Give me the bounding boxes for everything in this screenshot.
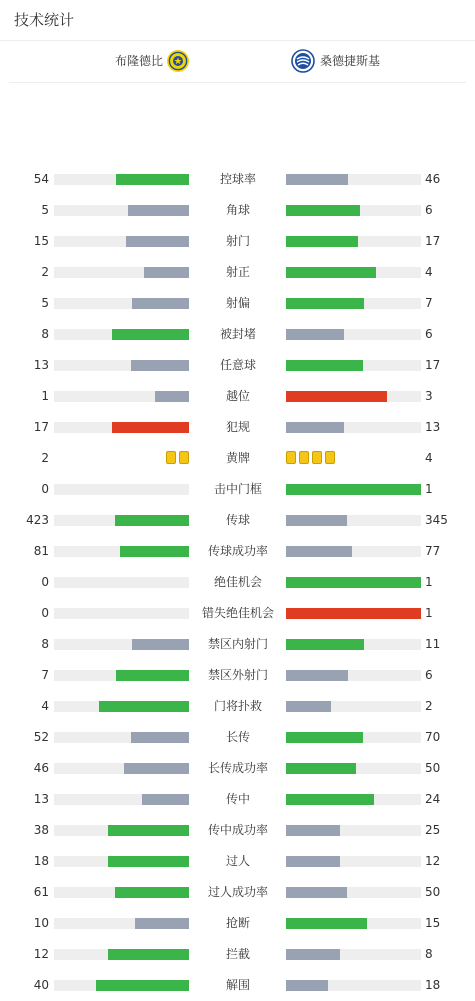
away-stat-value: 1	[425, 575, 433, 589]
stat-row	[0, 846, 475, 877]
away-stat-value: 7	[425, 296, 433, 310]
stat-row	[0, 908, 475, 939]
home-bar-track	[54, 360, 189, 371]
home-bar-track	[54, 763, 189, 774]
stat-label: 传球成功率	[207, 544, 268, 558]
away-bar-track	[286, 236, 421, 247]
away-bar-track	[286, 484, 421, 495]
home-stat-value: 423	[26, 513, 49, 527]
home-bar-fill	[115, 887, 189, 898]
home-stat-value: 10	[33, 916, 49, 930]
stat-row	[0, 412, 475, 443]
home-stat-value: 7	[41, 668, 49, 682]
stat-row	[0, 257, 475, 288]
away-stat-value: 6	[425, 668, 433, 682]
home-bar-track	[54, 174, 189, 185]
stat-label: 击中门框	[213, 482, 262, 496]
away-stat-value: 17	[425, 234, 441, 248]
home-stat-value: 52	[33, 730, 49, 744]
away-bar-fill	[286, 329, 344, 340]
home-team-name: 布隆德比	[114, 54, 163, 68]
teams-header	[9, 41, 466, 83]
home-bar-track	[54, 856, 189, 867]
yellow-card-icon	[299, 451, 309, 464]
stat-row	[0, 629, 475, 660]
yellow-card-icon	[312, 451, 322, 464]
stat-row	[0, 226, 475, 257]
home-bar-track	[54, 329, 189, 340]
home-bar-track	[54, 918, 189, 929]
away-bar-track	[286, 546, 421, 557]
home-bar-track	[54, 701, 189, 712]
home-bar-fill	[96, 980, 189, 991]
away-stat-value: 6	[425, 203, 433, 217]
away-bar-track	[286, 422, 421, 433]
home-bar-track	[54, 794, 189, 805]
sonderjyske-crest-icon	[291, 49, 315, 73]
stat-row	[0, 381, 475, 412]
away-bar-fill	[286, 360, 363, 371]
home-stat-value: 0	[41, 482, 49, 496]
stat-label: 错失绝佳机会	[201, 606, 274, 620]
stat-row	[0, 784, 475, 815]
away-stat-value: 2	[425, 699, 433, 713]
stat-label: 射门	[225, 234, 250, 248]
home-bar-fill	[120, 546, 189, 557]
home-stat-value: 2	[41, 265, 49, 279]
stat-row	[0, 474, 475, 505]
stat-label: 控球率	[219, 172, 256, 186]
away-bar-track	[286, 360, 421, 371]
away-bar-fill	[286, 856, 340, 867]
home-bar-fill	[132, 639, 189, 650]
away-bar-fill	[286, 267, 376, 278]
home-stat-value: 81	[33, 544, 49, 558]
home-bar-fill	[131, 732, 189, 743]
home-stat-value: 0	[41, 606, 49, 620]
away-bar-fill	[286, 980, 328, 991]
away-stat-value: 15	[425, 916, 441, 930]
away-bar-fill	[286, 422, 344, 433]
home-bar-fill	[108, 825, 189, 836]
stat-label: 过人	[225, 854, 250, 868]
stat-label: 过人成功率	[207, 885, 268, 899]
away-bar-track	[286, 701, 421, 712]
away-bar-track	[286, 670, 421, 681]
home-bar-fill	[124, 763, 189, 774]
away-bar-fill	[286, 887, 347, 898]
away-bar-track	[286, 577, 421, 588]
home-bar-fill	[155, 391, 189, 402]
stat-row	[0, 722, 475, 753]
away-stat-value: 50	[425, 885, 441, 899]
stat-row	[0, 536, 475, 567]
stat-label: 门将扑救	[213, 699, 262, 713]
home-stat-value: 1	[41, 389, 49, 403]
yellow-card-icon	[286, 451, 296, 464]
away-stat-value: 6	[425, 327, 433, 341]
away-stat-value: 17	[425, 358, 441, 372]
away-bar-track	[286, 515, 421, 526]
home-stat-value: 13	[33, 792, 49, 806]
yellow-card-icon	[179, 451, 189, 464]
home-bar-track	[54, 825, 189, 836]
home-stat-value: 54	[33, 172, 49, 186]
stat-row	[0, 567, 475, 598]
away-stat-value: 8	[425, 947, 433, 961]
stat-label: 犯规	[225, 420, 250, 434]
away-stat-value: 50	[425, 761, 441, 775]
yellow-card-icon	[325, 451, 335, 464]
away-team-name: 桑德捷斯基	[320, 54, 381, 68]
away-bar-fill	[286, 639, 364, 650]
home-bar-track	[54, 670, 189, 681]
stat-row	[0, 877, 475, 908]
stat-label: 任意球	[219, 358, 256, 372]
stat-label: 被封堵	[219, 327, 256, 341]
stat-label: 禁区内射门	[207, 637, 268, 651]
away-bar-fill	[286, 546, 352, 557]
home-stat-value: 8	[41, 637, 49, 651]
away-stat-value: 24	[425, 792, 441, 806]
away-bar-track	[286, 980, 421, 991]
away-stat-value: 11	[425, 637, 441, 651]
away-stat-value: 4	[425, 265, 433, 279]
away-bar-track	[286, 949, 421, 960]
home-bar-fill	[108, 856, 189, 867]
stat-row	[0, 660, 475, 691]
stat-label: 禁区外射门	[207, 668, 268, 682]
home-bar-track	[54, 980, 189, 991]
home-bar-track	[54, 422, 189, 433]
away-stat-value: 1	[425, 606, 433, 620]
page-title: 技术统计	[0, 0, 475, 41]
away-bar-track	[286, 391, 421, 402]
home-bar-fill	[126, 236, 189, 247]
home-bar-fill	[142, 794, 189, 805]
away-bar-fill	[286, 949, 340, 960]
stat-label: 射正	[225, 265, 250, 279]
away-bar-fill	[286, 205, 360, 216]
stat-label: 传中	[225, 792, 250, 806]
home-bar-fill	[115, 515, 189, 526]
away-bar-fill	[286, 763, 356, 774]
home-bar-fill	[144, 267, 189, 278]
away-bar-track	[286, 856, 421, 867]
home-stat-value: 18	[33, 854, 49, 868]
home-stat-value: 12	[33, 947, 49, 961]
home-bar-track	[54, 267, 189, 278]
home-stat-value: 8	[41, 327, 49, 341]
away-stat-value: 1	[425, 482, 433, 496]
away-stat-value: 46	[425, 172, 441, 186]
stat-label: 长传	[225, 730, 250, 744]
away-bar-fill	[286, 701, 331, 712]
away-bar-track	[286, 267, 421, 278]
home-bar-track	[54, 205, 189, 216]
home-bar-fill	[135, 918, 189, 929]
brondby-crest-icon	[166, 49, 190, 73]
home-bar-track	[54, 298, 189, 309]
away-bar-fill	[286, 577, 421, 588]
away-bar-track	[286, 887, 421, 898]
home-stat-value: 5	[41, 296, 49, 310]
home-bar-track	[54, 546, 189, 557]
home-bar-fill	[112, 329, 189, 340]
stat-label: 抢断	[225, 916, 250, 930]
stat-row	[0, 443, 475, 474]
home-bar-track	[54, 608, 189, 619]
away-bar-fill	[286, 825, 340, 836]
home-bar-fill	[116, 174, 189, 185]
away-bar-track	[286, 794, 421, 805]
away-stat-value: 18	[425, 978, 441, 992]
away-bar-track	[286, 329, 421, 340]
home-bar-fill	[99, 701, 189, 712]
home-yellow-cards	[166, 451, 189, 465]
stat-label: 解围	[225, 978, 250, 992]
stat-label: 拦截	[225, 947, 250, 961]
home-bar-fill	[108, 949, 189, 960]
stat-label: 绝佳机会	[213, 575, 262, 589]
away-stat-value: 25	[425, 823, 441, 837]
home-bar-track	[54, 236, 189, 247]
stat-label: 射偏	[225, 296, 250, 310]
stat-row	[0, 970, 475, 1001]
home-stat-value: 4	[41, 699, 49, 713]
away-bar-fill	[286, 391, 387, 402]
away-yellow-cards	[286, 451, 335, 465]
away-bar-fill	[286, 918, 367, 929]
stat-row	[0, 288, 475, 319]
home-bar-fill	[116, 670, 189, 681]
away-bar-track	[286, 825, 421, 836]
home-stat-value: 2	[41, 451, 49, 465]
home-bar-track	[54, 949, 189, 960]
away-stat-value: 12	[425, 854, 441, 868]
home-bar-fill	[132, 298, 189, 309]
away-stat-value: 13	[425, 420, 441, 434]
home-bar-track	[54, 887, 189, 898]
stat-label: 传中成功率	[207, 823, 268, 837]
away-bar-track	[286, 763, 421, 774]
stat-row	[0, 691, 475, 722]
away-bar-fill	[286, 670, 348, 681]
stat-row	[0, 598, 475, 629]
stat-row	[0, 815, 475, 846]
away-bar-fill	[286, 608, 421, 619]
stat-row	[0, 505, 475, 536]
away-bar-fill	[286, 174, 348, 185]
yellow-card-icon	[166, 451, 176, 464]
away-stat-value: 77	[425, 544, 441, 558]
home-bar-track	[54, 577, 189, 588]
home-stat-value: 5	[41, 203, 49, 217]
stat-label: 长传成功率	[207, 761, 268, 775]
away-bar-track	[286, 918, 421, 929]
home-bar-track	[54, 515, 189, 526]
home-stat-value: 15	[33, 234, 49, 248]
away-bar-track	[286, 639, 421, 650]
home-bar-fill	[128, 205, 189, 216]
home-stat-value: 13	[33, 358, 49, 372]
home-stat-value: 38	[33, 823, 49, 837]
stat-row	[0, 164, 475, 195]
stat-label: 传球	[225, 513, 250, 527]
stat-row	[0, 350, 475, 381]
home-stat-value: 40	[33, 978, 49, 992]
away-bar-fill	[286, 794, 374, 805]
away-bar-fill	[286, 298, 364, 309]
home-bar-track	[54, 484, 189, 495]
stat-row	[0, 753, 475, 784]
stat-label: 角球	[225, 203, 250, 217]
away-bar-track	[286, 608, 421, 619]
away-stat-value: 4	[425, 451, 433, 465]
home-stat-value: 46	[33, 761, 49, 775]
stat-row	[0, 195, 475, 226]
away-bar-track	[286, 174, 421, 185]
away-stat-value: 3	[425, 389, 433, 403]
away-bar-fill	[286, 515, 347, 526]
away-bar-track	[286, 298, 421, 309]
away-bar-fill	[286, 732, 363, 743]
home-bar-track	[54, 639, 189, 650]
home-stat-value: 17	[33, 420, 49, 434]
home-stat-value: 61	[33, 885, 49, 899]
stat-row	[0, 319, 475, 350]
away-bar-track	[286, 205, 421, 216]
away-stat-value: 345	[425, 513, 448, 527]
home-bar-track	[54, 391, 189, 402]
home-stat-value: 0	[41, 575, 49, 589]
stat-label: 黄牌	[225, 451, 250, 465]
home-bar-fill	[112, 422, 189, 433]
stat-row	[0, 939, 475, 970]
away-stat-value: 70	[425, 730, 441, 744]
home-bar-track	[54, 732, 189, 743]
home-bar-fill	[131, 360, 189, 371]
away-bar-fill	[286, 236, 358, 247]
away-bar-fill	[286, 484, 421, 495]
stat-label: 越位	[225, 389, 250, 403]
away-bar-track	[286, 732, 421, 743]
